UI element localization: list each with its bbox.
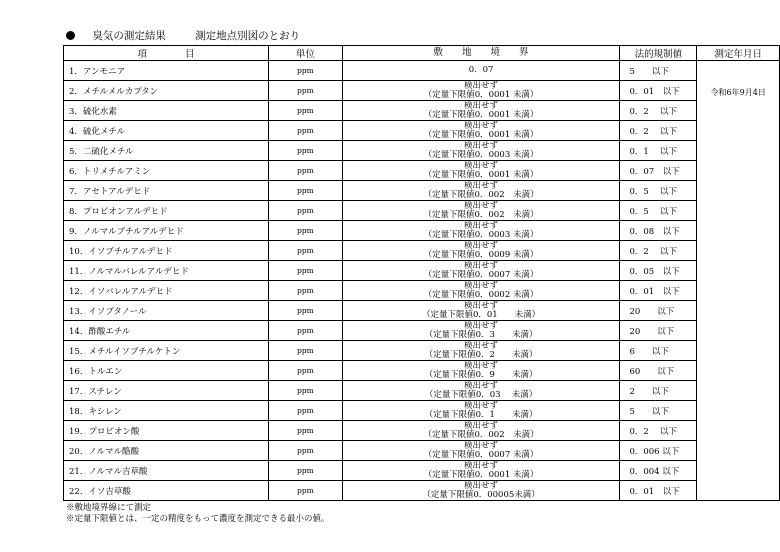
value-line-2: （定量下限値0．002 未満） bbox=[423, 189, 539, 200]
value-line-2: （定量下限値0．03 未満） bbox=[424, 389, 538, 400]
boundary-value bbox=[342, 121, 620, 141]
regulation-value: 0．08 以下 bbox=[620, 221, 697, 241]
boundary-value bbox=[342, 241, 620, 261]
item-name: 13．イソブタノール bbox=[64, 301, 269, 321]
item-name: 9．ノルマルブチルアルデヒド bbox=[64, 221, 269, 241]
value-line-2: （定量下限値0．3 未満） bbox=[424, 329, 538, 340]
table-row bbox=[64, 241, 780, 261]
value-line-1: 検出せず bbox=[464, 100, 499, 111]
header-item: 項 目 bbox=[64, 46, 269, 61]
table-row bbox=[64, 461, 780, 481]
value-line-2: （定量下限値0．0002 未満） bbox=[423, 289, 539, 300]
value-line-2: （定量下限値0．002 未満） bbox=[423, 209, 539, 220]
regulation-value: 0．2 以下 bbox=[620, 101, 697, 121]
boundary-value bbox=[342, 161, 620, 181]
item-name: 21．ノルマル吉草酸 bbox=[64, 461, 269, 481]
value-line-1: 検出せず bbox=[464, 320, 499, 331]
regulation-value: 20 以下 bbox=[620, 321, 697, 341]
boundary-value bbox=[342, 261, 620, 281]
unit-cell: ppm bbox=[269, 121, 343, 141]
item-name: 1．アンモニア bbox=[64, 61, 269, 81]
boundary-value bbox=[342, 301, 620, 321]
regulation-value: 0．5 以下 bbox=[620, 201, 697, 221]
unit-cell: ppm bbox=[269, 241, 343, 261]
footnote-1: ※敷地境界線にて測定 bbox=[66, 503, 152, 513]
value-line-2: （定量下限値0．0001 未満） bbox=[423, 109, 539, 120]
regulation-value: 0．01 以下 bbox=[620, 281, 697, 301]
value-line-1: 検出せず bbox=[464, 440, 499, 451]
value-line-1: 検出せず bbox=[464, 80, 499, 91]
value-line-2: （定量下限値0．2 未満） bbox=[424, 349, 538, 360]
table-row bbox=[64, 61, 780, 81]
item-name: 11．ノルマルバレルアルデヒド bbox=[64, 261, 269, 281]
value-line-2: （定量下限値0．0007 未満） bbox=[423, 449, 539, 460]
regulation-value: 5 以下 bbox=[620, 61, 697, 81]
boundary-value bbox=[342, 481, 620, 501]
item-name: 5．二硫化メチル bbox=[64, 141, 269, 161]
boundary-value bbox=[342, 181, 620, 201]
value-line-2: （定量下限値0．0001 未満） bbox=[423, 469, 539, 480]
value-line-1: 検出せず bbox=[464, 360, 499, 371]
regulation-value: 0．01 以下 bbox=[620, 81, 697, 101]
section-title bbox=[66, 28, 300, 43]
table-row bbox=[64, 301, 780, 321]
value-line-2: （定量下限値0．0009 未満） bbox=[423, 249, 539, 260]
boundary-value bbox=[342, 101, 620, 121]
boundary-value bbox=[342, 61, 620, 81]
item-name: 4．硫化メチル bbox=[64, 121, 269, 141]
footnotes bbox=[66, 503, 330, 525]
item-name: 18．キシレン bbox=[64, 401, 269, 421]
unit-cell: ppm bbox=[269, 401, 343, 421]
regulation-value: 0．05 以下 bbox=[620, 261, 697, 281]
regulation-value: 20 以下 bbox=[620, 301, 697, 321]
value-line-1: 検出せず bbox=[464, 260, 499, 271]
header-regulation: 法的規制値 bbox=[620, 46, 697, 61]
table-row bbox=[64, 261, 780, 281]
unit-cell: ppm bbox=[269, 161, 343, 181]
unit-cell: ppm bbox=[269, 361, 343, 381]
boundary-value bbox=[342, 441, 620, 461]
value-line-1: 検出せず bbox=[464, 140, 499, 151]
item-name: 22．イソ吉草酸 bbox=[64, 481, 269, 501]
boundary-value bbox=[342, 281, 620, 301]
unit-cell: ppm bbox=[269, 381, 343, 401]
regulation-value: 0．006 以下 bbox=[620, 441, 697, 461]
value-line-2: （定量下限値0．002 未満） bbox=[423, 429, 539, 440]
value-line-2: （定量下限値0．0003 未満） bbox=[423, 149, 539, 160]
value-line-1: 検出せず bbox=[464, 120, 499, 131]
value-line-1: 検出せず bbox=[464, 300, 499, 311]
table-row bbox=[64, 381, 780, 401]
regulation-value: 0．2 以下 bbox=[620, 241, 697, 261]
item-name: 3．硫化水素 bbox=[64, 101, 269, 121]
regulation-value: 0．2 以下 bbox=[620, 421, 697, 441]
table-row bbox=[64, 81, 780, 101]
value-line-1: 検出せず bbox=[464, 160, 499, 171]
value-line-1: 検出せず bbox=[464, 420, 499, 431]
regulation-value: 0．004 以下 bbox=[620, 461, 697, 481]
value-line-1: 0．07 bbox=[468, 65, 494, 76]
regulation-value: 2 以下 bbox=[620, 381, 697, 401]
unit-cell: ppm bbox=[269, 201, 343, 221]
unit-cell: ppm bbox=[269, 481, 343, 501]
table-row bbox=[64, 341, 780, 361]
value-line-2: （定量下限値0．0001 未満） bbox=[423, 89, 539, 100]
value-line-1: 検出せず bbox=[464, 480, 499, 491]
table-row bbox=[64, 221, 780, 241]
regulation-value: 0．01 以下 bbox=[620, 481, 697, 501]
table-row bbox=[64, 121, 780, 141]
odor-results-table bbox=[63, 45, 780, 501]
boundary-value bbox=[342, 321, 620, 341]
title-sub: 測定地点別図のとおり bbox=[195, 30, 301, 42]
header-value: 敷 地 境 界 bbox=[342, 46, 620, 61]
item-name: 17．スチレン bbox=[64, 381, 269, 401]
boundary-value bbox=[342, 421, 620, 441]
item-name: 16．トルエン bbox=[64, 361, 269, 381]
table-row bbox=[64, 101, 780, 121]
table-row bbox=[64, 421, 780, 441]
measurement-date bbox=[697, 61, 780, 501]
boundary-value bbox=[342, 461, 620, 481]
item-name: 12．イソバレルアルデヒド bbox=[64, 281, 269, 301]
header-unit: 単位 bbox=[269, 46, 343, 61]
value-line-1: 検出せず bbox=[464, 380, 499, 391]
table-row bbox=[64, 441, 780, 461]
unit-cell: ppm bbox=[269, 281, 343, 301]
boundary-value bbox=[342, 221, 620, 241]
unit-cell: ppm bbox=[269, 261, 343, 281]
regulation-value: 60 以下 bbox=[620, 361, 697, 381]
table-row bbox=[64, 201, 780, 221]
item-name: 20．ノルマル酪酸 bbox=[64, 441, 269, 461]
unit-cell: ppm bbox=[269, 461, 343, 481]
regulation-value: 0．1 以下 bbox=[620, 141, 697, 161]
item-name: 8．プロピオンアルデヒド bbox=[64, 201, 269, 221]
boundary-value bbox=[342, 81, 620, 101]
table-row bbox=[64, 181, 780, 201]
table-row bbox=[64, 321, 780, 341]
value-line-2: （定量下限値0．0007 未満） bbox=[423, 269, 539, 280]
regulation-value: 6 以下 bbox=[620, 341, 697, 361]
unit-cell: ppm bbox=[269, 61, 343, 81]
unit-cell: ppm bbox=[269, 221, 343, 241]
table-row bbox=[64, 481, 780, 501]
value-line-1: 検出せず bbox=[464, 180, 499, 191]
value-line-2: （定量下限値0．0001 未満） bbox=[423, 129, 539, 140]
bullet-icon bbox=[66, 31, 75, 40]
boundary-value bbox=[342, 381, 620, 401]
measurement-date-text: 令和6年9月4日 bbox=[710, 88, 766, 97]
value-line-1: 検出せず bbox=[464, 220, 499, 231]
unit-cell: ppm bbox=[269, 101, 343, 121]
value-line-1: 検出せず bbox=[464, 460, 499, 471]
item-name: 14．酢酸エチル bbox=[64, 321, 269, 341]
header-date: 測定年月日 bbox=[697, 46, 780, 61]
unit-cell: ppm bbox=[269, 341, 343, 361]
item-name: 6．トリメチルアミン bbox=[64, 161, 269, 181]
regulation-value: 0．5 以下 bbox=[620, 181, 697, 201]
value-line-1: 検出せず bbox=[464, 340, 499, 351]
footnote-2: ※定量下限値とは、一定の精度をもって濃度を測定できる最小の値。 bbox=[66, 514, 330, 524]
title-main: 臭気の測定結果 bbox=[92, 30, 166, 42]
item-name: 10．イソブチルアルデヒド bbox=[64, 241, 269, 261]
unit-cell: ppm bbox=[269, 141, 343, 161]
value-line-2: （定量下限値0．9 未満） bbox=[424, 369, 538, 380]
table-row bbox=[64, 141, 780, 161]
regulation-value: 0．07 以下 bbox=[620, 161, 697, 181]
regulation-value: 0．2 以下 bbox=[620, 121, 697, 141]
unit-cell: ppm bbox=[269, 181, 343, 201]
unit-cell: ppm bbox=[269, 441, 343, 461]
value-line-1: 検出せず bbox=[464, 240, 499, 251]
value-line-1: 検出せず bbox=[464, 280, 499, 291]
boundary-value bbox=[342, 401, 620, 421]
boundary-value bbox=[342, 361, 620, 381]
table-row bbox=[64, 161, 780, 181]
value-line-1: 検出せず bbox=[464, 200, 499, 211]
boundary-value bbox=[342, 201, 620, 221]
value-line-2: （定量下限値0．0003 未満） bbox=[423, 229, 539, 240]
boundary-value bbox=[342, 341, 620, 361]
unit-cell: ppm bbox=[269, 321, 343, 341]
value-line-2: （定量下限値0．00005未満） bbox=[422, 489, 540, 500]
item-name: 2．メチルメルカプタン bbox=[64, 81, 269, 101]
boundary-value bbox=[342, 141, 620, 161]
table-row bbox=[64, 401, 780, 421]
unit-cell: ppm bbox=[269, 421, 343, 441]
regulation-value: 5 以下 bbox=[620, 401, 697, 421]
item-name: 7．アセトアルデヒド bbox=[64, 181, 269, 201]
unit-cell: ppm bbox=[269, 301, 343, 321]
value-line-2: （定量下限値0．01 未満） bbox=[421, 309, 541, 320]
header-row bbox=[64, 46, 780, 61]
item-name: 19．プロピオン酸 bbox=[64, 421, 269, 441]
value-line-2: （定量下限値0．0001 未満） bbox=[423, 169, 539, 180]
table-row bbox=[64, 281, 780, 301]
unit-cell: ppm bbox=[269, 81, 343, 101]
item-name: 15．メチルイソブチルケトン bbox=[64, 341, 269, 361]
value-line-2: （定量下限値0．1 未満） bbox=[424, 409, 538, 420]
value-line-1: 検出せず bbox=[464, 400, 499, 411]
table-row bbox=[64, 361, 780, 381]
